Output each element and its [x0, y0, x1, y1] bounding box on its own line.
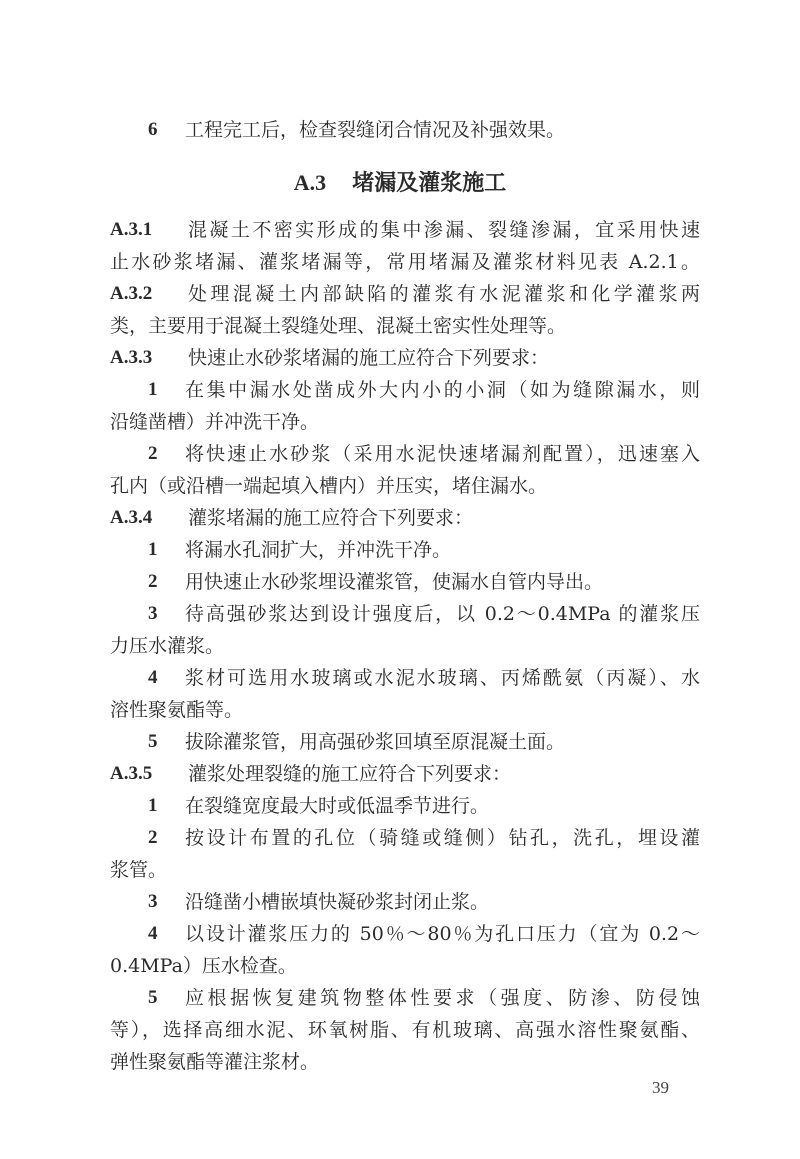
row-text: 溶性聚氨酯等。: [110, 699, 244, 721]
row-text: 应根据恢复建筑物整体性要求（强度、防渗、防侵蚀: [185, 987, 700, 1009]
section-number: A.3: [293, 170, 327, 195]
row-text: 等），选择高细水泥、环氧树脂、有机玻璃、高强水溶性聚氨酯、: [110, 1019, 700, 1041]
row-text: 0.4MPa）压水检查。: [110, 955, 297, 977]
item-number: 2: [148, 827, 158, 848]
list-item-row: [110, 566, 700, 598]
item-number: 1: [148, 795, 158, 816]
continuation-row: [110, 630, 700, 662]
page-number: 39: [652, 1078, 669, 1097]
row-text: 按设计布置的孔位（骑缝或缝侧）钻孔，洗孔，埋设灌: [185, 827, 700, 849]
row-text: 浆材可选用水玻璃或水泥水玻璃、丙烯酰氨（丙凝）、水: [185, 667, 700, 689]
item-number: 4: [148, 923, 158, 944]
item-number: 1: [148, 379, 158, 400]
row-text: 力压水灌浆。: [110, 635, 225, 657]
item-text: 工程完工后，检查裂缝闭合情况及补强效果。: [185, 119, 566, 141]
clause-row: [110, 278, 700, 310]
row-text: 在集中漏水处凿成外大内小的小洞（如为缝隙漏水，则: [185, 379, 700, 401]
clause-number: A.3.1: [110, 219, 153, 240]
continuation-row: [110, 406, 700, 438]
clause-number: A.3.3: [110, 347, 153, 368]
row-text: 沿缝凿小槽嵌填快凝砂浆封闭止浆。: [185, 891, 490, 913]
row-text: 处理混凝土内部缺陷的灌浆有水泥灌浆和化学灌浆两: [188, 283, 700, 305]
row-text: 弹性聚氨酯等灌注浆材。: [110, 1051, 320, 1073]
intro-item: [110, 114, 700, 146]
continuation-row: [110, 1014, 700, 1046]
continuation-row: [110, 950, 700, 982]
row-text: 灌浆堵漏的施工应符合下列要求：: [188, 507, 474, 529]
section-heading: [0, 166, 800, 200]
continuation-row: [110, 470, 700, 502]
continuation-row: [110, 246, 700, 278]
row-text: 待高强砂浆达到设计强度后，以 0.2～0.4MPa 的灌浆压: [185, 603, 700, 625]
row-text: 灌浆处理裂缝的施工应符合下列要求：: [188, 763, 512, 785]
list-item-row: [110, 790, 700, 822]
clause-row: [110, 502, 700, 534]
row-text: 混凝土不密实形成的集中渗漏、裂缝渗漏，宜采用快速: [188, 219, 700, 241]
item-number: 2: [148, 443, 158, 464]
row-text: 止水砂浆堵漏、灌浆堵漏等，常用堵漏及灌浆材料见表 A.2.1。: [110, 251, 700, 273]
item-number: 3: [148, 603, 158, 624]
row-text: 将快速止水砂浆（采用水泥快速堵漏剂配置），迅速塞入: [185, 443, 700, 465]
row-text: 在裂缝宽度最大时或低温季节进行。: [185, 795, 490, 817]
clause-row: [110, 342, 700, 374]
list-item-row: [110, 822, 700, 854]
row-text: 用快速止水砂浆埋设灌浆管，使漏水自管内导出。: [185, 571, 604, 593]
item-number: 1: [148, 539, 158, 560]
item-number: 5: [148, 987, 158, 1008]
continuation-row: [110, 1046, 700, 1078]
item-number: 5: [148, 731, 158, 752]
continuation-row: [110, 854, 700, 886]
list-item-row: [110, 982, 700, 1014]
clause-number: A.3.5: [110, 763, 153, 784]
list-item-row: [110, 918, 700, 950]
list-item-row: [110, 726, 700, 758]
row-text: 将漏水孔洞扩大，并冲洗干净。: [185, 539, 452, 561]
row-text: 以设计灌浆压力的 50％～80％为孔口压力（宜为 0.2～: [185, 923, 700, 945]
item-number: 4: [148, 667, 158, 688]
list-item-row: [110, 438, 700, 470]
row-text: 沿缝凿槽）并冲洗干净。: [110, 411, 320, 433]
continuation-row: [110, 310, 700, 342]
clause-row: [110, 758, 700, 790]
list-item-row: [110, 534, 700, 566]
row-text: 浆管。: [110, 859, 168, 881]
item-number: 3: [148, 891, 158, 912]
item-number: 2: [148, 571, 158, 592]
section-title: 堵漏及灌浆施工: [352, 170, 507, 196]
list-item-row: [110, 886, 700, 918]
clause-number: A.3.4: [110, 507, 153, 528]
list-item-row: [110, 662, 700, 694]
row-text: 类，主要用于混凝土裂缝处理、混凝土密实性处理等。: [110, 315, 567, 337]
item-number: 6: [148, 119, 158, 140]
row-text: 快速止水砂浆堵漏的施工应符合下列要求：: [188, 347, 550, 369]
row-text: 拔除灌浆管，用高强砂浆回填至原混凝土面。: [185, 731, 566, 753]
continuation-row: [110, 694, 700, 726]
row-text: 孔内（或沿槽一端起填入槽内）并压实，堵住漏水。: [110, 475, 548, 497]
clause-row: [110, 214, 700, 246]
list-item-row: [110, 374, 700, 406]
list-item-row: [110, 598, 700, 630]
clause-number: A.3.2: [110, 283, 153, 304]
